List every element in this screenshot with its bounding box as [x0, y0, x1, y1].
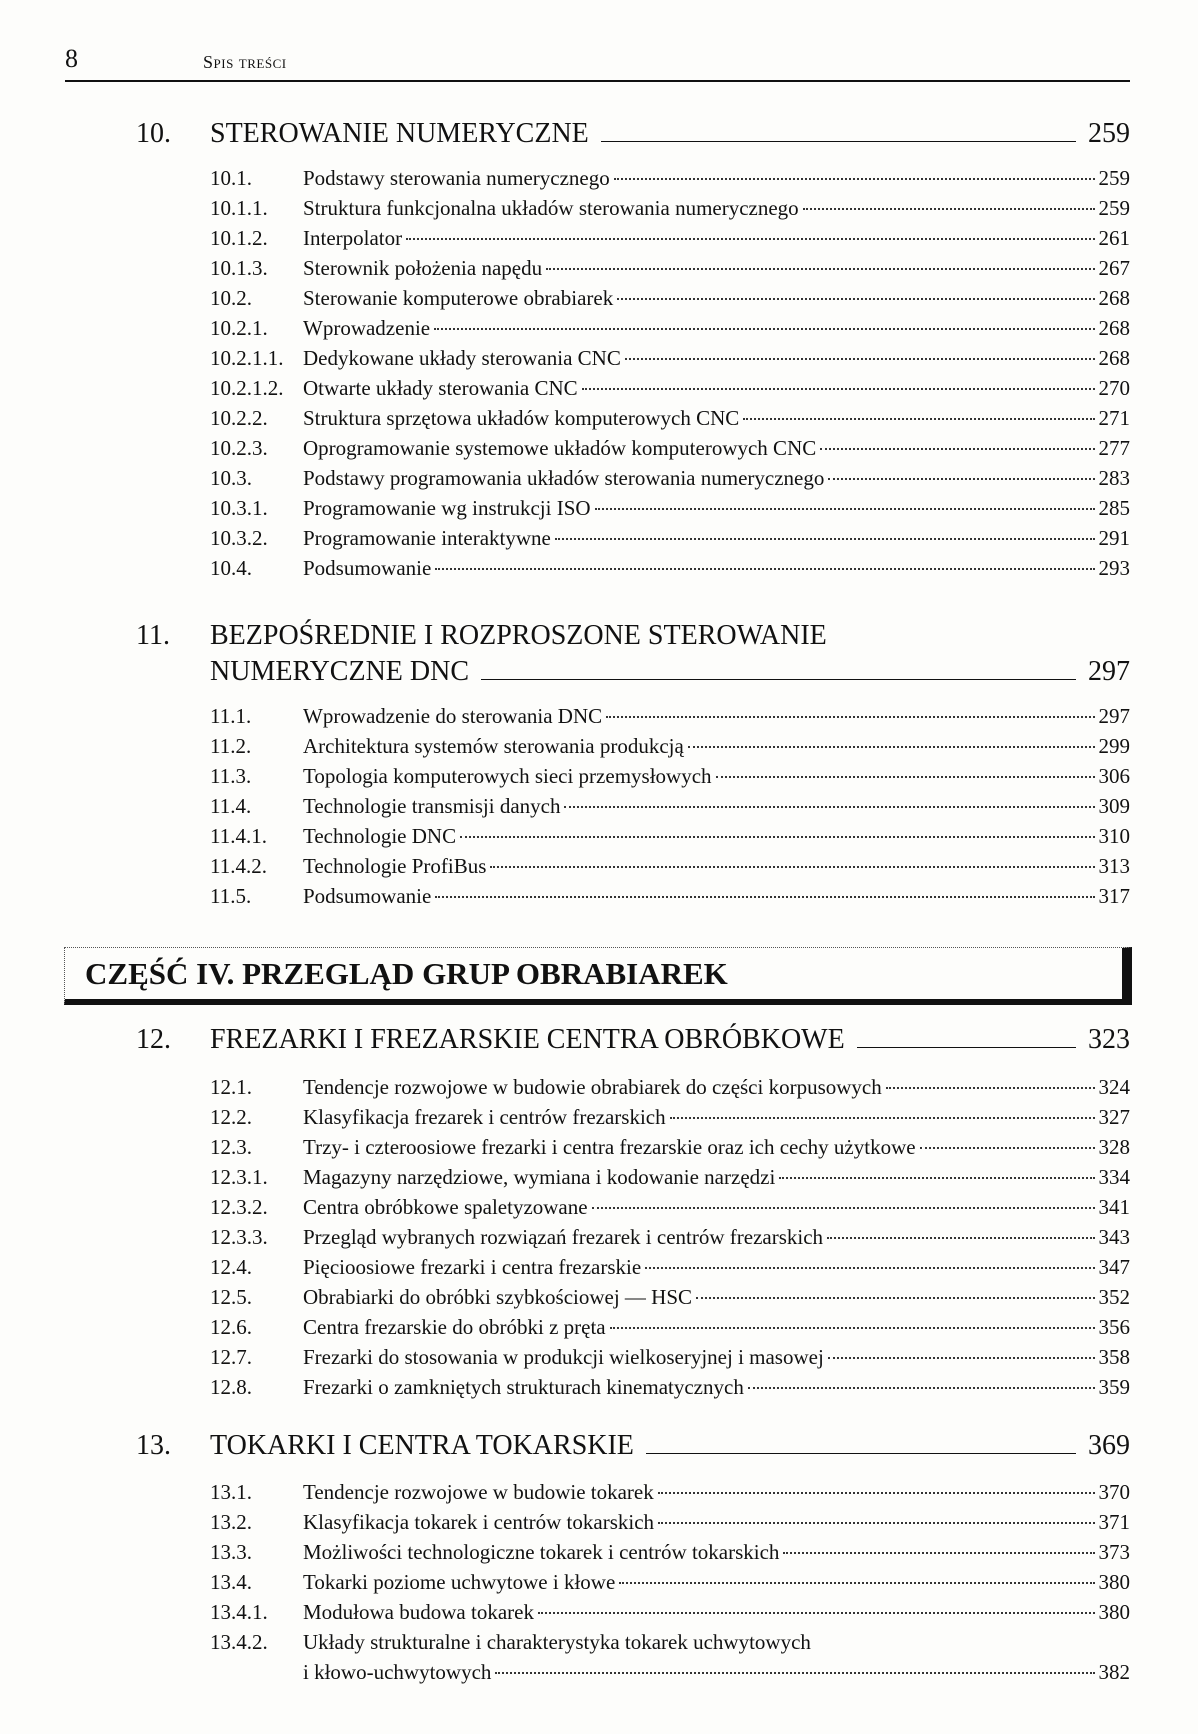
toc-entry: [210, 496, 1130, 526]
toc-entry: [210, 466, 1130, 496]
chapter-heading: [136, 118, 1130, 158]
entry-page: 334: [1098, 1165, 1130, 1189]
entry-number: 10.1.1.: [210, 196, 268, 220]
entry-page: 285: [1098, 496, 1130, 520]
entry-number: 12.7.: [210, 1345, 252, 1369]
entry-title: Tokarki poziome uchwytowe i kłowe: [303, 1570, 616, 1594]
toc-entry: [210, 1480, 1130, 1510]
toc-entry: [210, 1285, 1130, 1315]
leader-dots: [688, 746, 1095, 748]
page-header: [65, 44, 1130, 82]
entry-page: 306: [1098, 764, 1130, 788]
chapter-heading: [136, 620, 1130, 700]
entry-title-line1: Układy strukturalne i charakterystyka tokarek uchwytowych: [303, 1630, 811, 1654]
leader-dots: [614, 178, 1095, 180]
leader-dots: [619, 1582, 1094, 1584]
entry-title: Magazyny narzędziowe, wymiana i kodowanie narzędzi: [303, 1165, 776, 1189]
entry-number: 11.1.: [210, 704, 252, 728]
leader-dots: [779, 1177, 1094, 1179]
entry-title: Programowanie wg instrukcji ISO: [303, 496, 591, 520]
chapter-page: 369: [1088, 1430, 1130, 1461]
entry-number: 13.3.: [210, 1540, 252, 1564]
entry-number: 11.4.: [210, 794, 252, 818]
entry-page: 283: [1098, 466, 1130, 490]
entry-title: Oprogramowanie systemowe układów komputerowych CNC: [303, 436, 817, 460]
entry-page: 261: [1098, 226, 1130, 250]
entry-page: 382: [1098, 1660, 1130, 1684]
leader-dots: [820, 448, 1094, 450]
entry-number: 10.2.1.2.: [210, 376, 284, 400]
entry-title: Modułowa budowa tokarek: [303, 1600, 534, 1624]
toc-entry: [210, 256, 1130, 286]
entry-number: 11.4.1.: [210, 824, 267, 848]
toc-entry: [210, 166, 1130, 196]
entry-page: 356: [1098, 1315, 1130, 1339]
entry-number: 10.2.: [210, 286, 252, 310]
entry-page: 328: [1098, 1135, 1130, 1159]
entry-title: Frezarki do stosowania w produkcji wielkoseryjnej i masowej: [303, 1345, 824, 1369]
toc-entry: [210, 1510, 1130, 1540]
entry-page: 327: [1098, 1105, 1130, 1129]
entry-title: Dedykowane układy sterowania CNC: [303, 346, 621, 370]
entry-title: Sterowanie komputerowe obrabiarek: [303, 286, 614, 310]
entry-page: 317: [1098, 884, 1130, 908]
entry-title: Technologie DNC: [303, 824, 457, 848]
leader-dots: [546, 268, 1094, 270]
entry-number: 13.1.: [210, 1480, 252, 1504]
entry-number: 12.2.: [210, 1105, 252, 1129]
entry-number: 11.3.: [210, 764, 252, 788]
leader-dots: [783, 1552, 1094, 1554]
toc-entry: [210, 346, 1130, 376]
entry-title: Wprowadzenie: [303, 316, 431, 340]
entry-title: Struktura funkcjonalna układów sterowania numerycznego: [303, 196, 799, 220]
toc-entry: [210, 1570, 1130, 1600]
entry-title: Programowanie interaktywne: [303, 526, 551, 550]
entry-title: Klasyfikacja tokarek i centrów tokarskich: [303, 1510, 655, 1534]
entry-title: Podstawy programowania układów sterowania numerycznego: [303, 466, 825, 490]
toc-entry: [210, 406, 1130, 436]
leader-dots: [555, 538, 1095, 540]
leader-dots: [490, 866, 1094, 868]
page-number: 8: [65, 44, 78, 73]
entry-page: 259: [1098, 196, 1130, 220]
entry-number: 10.1.3.: [210, 256, 268, 280]
leader-dots: [582, 388, 1095, 390]
toc-entry: [210, 1600, 1130, 1630]
entry-title: Podsumowanie: [303, 884, 432, 908]
entry-page: 277: [1098, 436, 1130, 460]
toc-entry: [210, 1135, 1130, 1165]
entry-number: 11.2.: [210, 734, 252, 758]
entry-page: 310: [1098, 824, 1130, 848]
entry-title: Otwarte układy sterowania CNC: [303, 376, 578, 400]
entry-title: Centra frezarskie do obróbki z pręta: [303, 1315, 606, 1339]
entry-page: 380: [1098, 1600, 1130, 1624]
entry-title: Podsumowanie: [303, 556, 432, 580]
leader-dots: [920, 1147, 1095, 1149]
chapter-page: 297: [1088, 656, 1130, 687]
entry-number: 12.8.: [210, 1375, 252, 1399]
chapter-rule: [601, 141, 1076, 142]
entry-page: 370: [1098, 1480, 1130, 1504]
entry-title: Wprowadzenie do sterowania DNC: [303, 704, 603, 728]
chapter-title-line2: NUMERYCZNE DNC: [210, 656, 470, 687]
toc-entry: [210, 1660, 1130, 1690]
entry-title: Klasyfikacja frezarek i centrów frezarskich: [303, 1105, 666, 1129]
leader-dots: [460, 836, 1094, 838]
entry-number: 10.1.: [210, 166, 252, 190]
entry-page: 293: [1098, 556, 1130, 580]
entry-number: 10.1.2.: [210, 226, 268, 250]
entry-number: 12.5.: [210, 1285, 252, 1309]
toc-entry: [210, 286, 1130, 316]
toc-entry: [210, 1315, 1130, 1345]
entry-page: 267: [1098, 256, 1130, 280]
entry-page: 271: [1098, 406, 1130, 430]
entry-number: 10.3.: [210, 466, 252, 490]
entry-number: 12.3.2.: [210, 1195, 268, 1219]
chapter-page: 323: [1088, 1024, 1130, 1055]
toc-entry: [210, 196, 1130, 226]
leader-dots: [625, 358, 1095, 360]
toc-entry: [210, 854, 1130, 884]
entry-page: 352: [1098, 1285, 1130, 1309]
chapter-number: 13.: [136, 1430, 171, 1461]
toc-entry: [210, 1255, 1130, 1285]
leader-dots: [828, 478, 1094, 480]
entry-page: 373: [1098, 1540, 1130, 1564]
toc-entry: [210, 824, 1130, 854]
entry-page: 380: [1098, 1570, 1130, 1594]
toc-entry: [210, 526, 1130, 556]
leader-dots: [495, 1672, 1094, 1674]
toc-entry: [210, 1375, 1130, 1405]
entry-number: 10.2.1.1.: [210, 346, 284, 370]
running-title: Spis treści: [203, 52, 287, 72]
entry-title: Pięcioosiowe frezarki i centra frezarskie: [303, 1255, 642, 1279]
toc-entry: [210, 1195, 1130, 1225]
entry-title: Interpolator: [303, 226, 403, 250]
chapter-number: 12.: [136, 1024, 171, 1055]
entry-number: 10.4.: [210, 556, 252, 580]
entry-page: 270: [1098, 376, 1130, 400]
toc-entry: [210, 734, 1130, 764]
leader-dots: [696, 1297, 1094, 1299]
leader-dots: [406, 238, 1094, 240]
entry-title: Tendencje rozwojowe w budowie tokarek: [303, 1480, 654, 1504]
toc-entry: [210, 1075, 1130, 1105]
entry-number: 12.3.: [210, 1135, 252, 1159]
entry-number: 13.4.2.: [210, 1630, 268, 1654]
entry-number: 12.1.: [210, 1075, 252, 1099]
part-banner: [64, 947, 1132, 1005]
leader-dots: [610, 1327, 1095, 1329]
toc-entry: [210, 1165, 1130, 1195]
entry-page: 268: [1098, 346, 1130, 370]
leader-dots: [658, 1522, 1094, 1524]
entry-title-line2: i kłowo-uchwytowych: [303, 1660, 492, 1684]
chapter-rule: [646, 1453, 1076, 1454]
entry-number: 12.6.: [210, 1315, 252, 1339]
entry-number: 13.4.1.: [210, 1600, 268, 1624]
chapter-title: TOKARKI I CENTRA TOKARSKIE: [210, 1430, 634, 1461]
leader-dots: [748, 1387, 1095, 1389]
entry-number: 13.4.: [210, 1570, 252, 1594]
toc-entry: [210, 436, 1130, 466]
entry-page: 309: [1098, 794, 1130, 818]
leader-dots: [716, 776, 1095, 778]
entry-number: 11.4.2.: [210, 854, 267, 878]
entry-title: Struktura sprzętowa układów komputerowych CNC: [303, 406, 740, 430]
entry-page: 268: [1098, 316, 1130, 340]
entry-number: 12.4.: [210, 1255, 252, 1279]
toc-entry: [210, 316, 1130, 346]
part-title: CZĘŚĆ IV. PRZEGLĄD GRUP OBRABIAREK: [85, 956, 728, 991]
entry-title: Topologia komputerowych sieci przemysłowych: [303, 764, 712, 788]
entry-page: 291: [1098, 526, 1130, 550]
entry-page: 268: [1098, 286, 1130, 310]
entry-title: Architektura systemów sterowania produkcją: [303, 734, 684, 758]
leader-dots: [564, 806, 1094, 808]
chapter-title: FREZARKI I FREZARSKIE CENTRA OBRÓBKOWE: [210, 1024, 845, 1055]
entry-page: 259: [1098, 166, 1130, 190]
chapter-heading: [136, 1430, 1130, 1470]
entry-title: Trzy- i czteroosiowe frezarki i centra frezarskie oraz ich cechy użytkowe: [303, 1135, 916, 1159]
entry-title: Centra obróbkowe spaletyzowane: [303, 1195, 588, 1219]
toc-entry: [210, 1225, 1130, 1255]
leader-dots: [670, 1117, 1095, 1119]
toc-entry: [210, 376, 1130, 406]
leader-dots: [592, 1207, 1095, 1209]
entry-number: 13.2.: [210, 1510, 252, 1534]
entry-title: Możliwości technologiczne tokarek i centrów tokarskich: [303, 1540, 780, 1564]
leader-dots: [595, 508, 1095, 510]
toc-entry: [210, 884, 1130, 914]
entry-title: Obrabiarki do obróbki szybkościowej — HSC: [303, 1285, 693, 1309]
entry-number: 10.2.2.: [210, 406, 268, 430]
leader-dots: [828, 1357, 1095, 1359]
leader-dots: [743, 418, 1094, 420]
entry-number: 12.3.1.: [210, 1165, 268, 1189]
leader-dots: [606, 716, 1094, 718]
entry-title: Podstawy sterowania numerycznego: [303, 166, 610, 190]
entry-page: 359: [1098, 1375, 1130, 1399]
entry-page: 324: [1098, 1075, 1130, 1099]
entry-page: 313: [1098, 854, 1130, 878]
entry-page: 358: [1098, 1345, 1130, 1369]
entry-title: Frezarki o zamkniętych strukturach kinematycznych: [303, 1375, 744, 1399]
leader-dots: [886, 1087, 1095, 1089]
leader-dots: [538, 1612, 1095, 1614]
toc-entry: [210, 764, 1130, 794]
leader-dots: [658, 1492, 1095, 1494]
toc-entry: [210, 556, 1130, 586]
chapter-rule: [481, 679, 1076, 680]
leader-dots: [434, 328, 1094, 330]
toc-entry: [210, 226, 1130, 256]
entry-number: 10.2.1.: [210, 316, 268, 340]
toc-entry: [210, 704, 1130, 734]
entry-number: 11.5.: [210, 884, 252, 908]
chapter-number: 11.: [136, 620, 170, 651]
leader-dots: [435, 568, 1094, 570]
leader-dots: [617, 298, 1094, 300]
entry-number: 10.2.3.: [210, 436, 268, 460]
leader-dots: [827, 1237, 1094, 1239]
entry-page: 297: [1098, 704, 1130, 728]
toc-entry: [210, 1540, 1130, 1570]
entry-number: 10.3.2.: [210, 526, 268, 550]
entry-page: 341: [1098, 1195, 1130, 1219]
entry-title: Sterownik położenia napędu: [303, 256, 543, 280]
chapter-page: 259: [1088, 118, 1130, 149]
chapter-rule: [857, 1047, 1076, 1048]
chapter-number: 10.: [136, 118, 171, 149]
entry-page: 343: [1098, 1225, 1130, 1249]
chapter-title-line1: BEZPOŚREDNIE I ROZPROSZONE STEROWANIE: [210, 620, 827, 651]
chapter-title: STEROWANIE NUMERYCZNE: [210, 118, 589, 149]
entry-page: 299: [1098, 734, 1130, 758]
entry-title: Technologie ProfiBus: [303, 854, 487, 878]
entry-page: 347: [1098, 1255, 1130, 1279]
chapter-heading: [136, 1024, 1130, 1064]
entry-number: 12.3.3.: [210, 1225, 268, 1249]
entry-title: Tendencje rozwojowe w budowie obrabiarek do części korpusowych: [303, 1075, 882, 1099]
entry-title: Przegląd wybranych rozwiązań frezarek i centrów frezarskich: [303, 1225, 824, 1249]
leader-dots: [803, 208, 1095, 210]
toc-entry: [210, 794, 1130, 824]
toc-entry: [210, 1105, 1130, 1135]
leader-dots: [435, 896, 1094, 898]
toc-entry: [210, 1345, 1130, 1375]
toc-entry: [210, 1630, 1130, 1660]
entry-page: 371: [1098, 1510, 1130, 1534]
entry-title: Technologie transmisji danych: [303, 794, 561, 818]
leader-dots: [645, 1267, 1094, 1269]
entry-number: 10.3.1.: [210, 496, 268, 520]
